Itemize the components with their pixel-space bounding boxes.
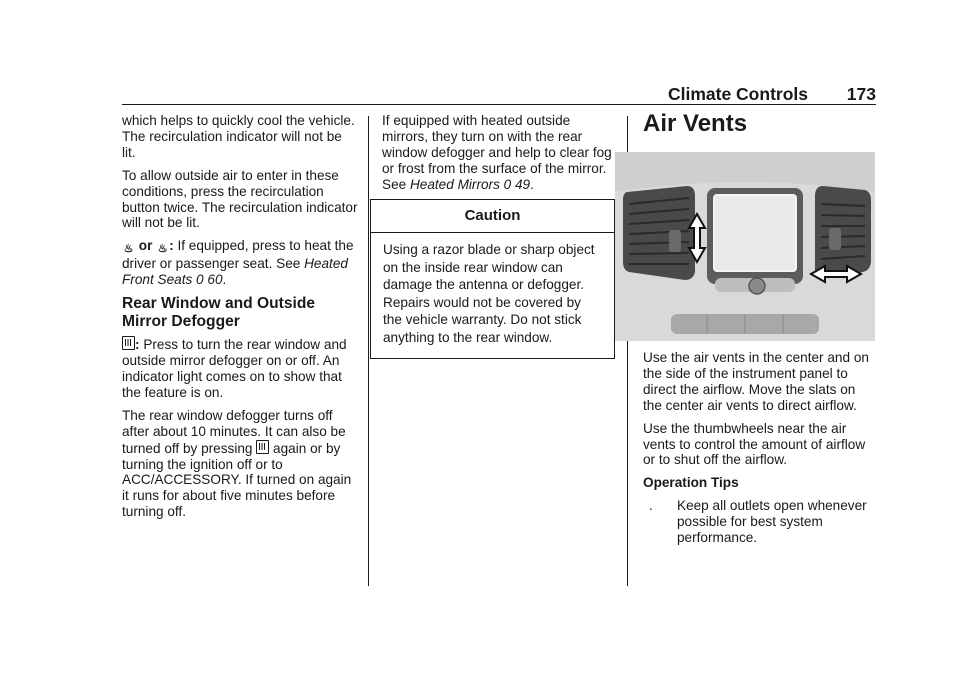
page-number: 173 — [846, 84, 876, 104]
column-1 — [122, 113, 358, 527]
mirrors-text: If equipped with heated outside mirrors, they turn on with the rear window defogger and help to clear fog or frost from the surface of the mirror. See — [382, 113, 612, 192]
paragraph: Use the thumbwheels near the air vents to control the amount of airflow or to shut off the airflow. — [643, 420, 866, 468]
vent-photo — [615, 152, 875, 341]
section-heading: Rear Window and Outside Mirror Defogger — [122, 295, 316, 330]
bullet-mark: . — [649, 498, 653, 514]
tips-heading: Operation Tips — [643, 475, 739, 491]
rear-defog-icon — [256, 440, 269, 454]
heated-mirrors-paragraph: If equipped with heated outside mirrors, they turn on with the rear window defogger and help to clear fog or frost from the surface of the mirror. See Heated Mirrors 0 49. — [382, 113, 612, 192]
mirrors-ref-page[interactable]: 49 — [515, 176, 531, 192]
paragraph: which helps to quickly cool the vehicle. The recirculation indicator will not be lit. — [122, 113, 355, 160]
seat-text: If equipped, press to heat the driver or passenger seat. See — [122, 238, 354, 272]
ref-arrow-icon: 0 — [503, 176, 512, 192]
column-3-text — [643, 350, 877, 546]
defog-off-paragraph — [122, 408, 358, 520]
seat-ref-page[interactable]: 60 — [207, 272, 223, 288]
caution-title: Caution — [371, 200, 614, 233]
list-item — [643, 498, 877, 546]
column-2 — [382, 113, 616, 200]
bullet-text: Keep all outlets open whenever possible for best system performance. — [677, 498, 867, 546]
header-rule — [122, 104, 876, 105]
section-heading: Air Vents — [643, 110, 748, 137]
heated-seat-auto-icon: ♨ — [157, 243, 168, 256]
section-title: Climate Controls — [667, 84, 808, 104]
paragraph: To allow outside air to enter in these conditions, press the recirculation button twice. The recirculation indicator will not be lit. — [122, 167, 358, 231]
ref-arrow-icon: 0 — [196, 272, 204, 288]
column-divider-1 — [368, 116, 369, 586]
infotainment-screen — [707, 188, 803, 284]
seat-link[interactable]: Heated Front Seats — [122, 256, 348, 288]
left-vent — [623, 186, 695, 280]
paragraph: Use the air vents in the center and on the side of the instrument panel to direct the airflow. Move the slats on the center air vents to direct airflow. — [643, 350, 869, 413]
caution-text: Using a razor blade or sharp object on the inside rear window can damage the antenna or defogger. Repairs would not be covered by the vehicle warranty. Do not stick anything to the rear window. — [383, 242, 595, 345]
mirrors-link[interactable]: Heated Mirrors — [409, 176, 500, 192]
seat-or-label: or — [138, 238, 153, 254]
seat-colon: : — [169, 238, 174, 254]
rear-defog-icon — [122, 336, 135, 350]
defog-off-text-a: The rear window defogger turns off after about 10 minutes. It can also be turned off by pressing — [122, 407, 346, 456]
defog-text: Press to turn the rear window and outside mirror defogger on or off. An indicator light comes on to show that the feature is on. — [122, 337, 347, 400]
defog-paragraph — [122, 336, 358, 401]
heated-seat-paragraph: ♨ or ♨ : If equipped, press to heat the driver or passenger seat. See Heated Front Seats 0 60. — [122, 238, 354, 288]
right-vent — [815, 186, 871, 278]
caution-box — [370, 199, 615, 359]
heated-seat-icon: ♨ — [123, 243, 134, 256]
defog-off-text-b: again or by turning the ignition off or to ACC/ACCESSORY. If turned on again it runs for about five minutes before turning off. — [122, 440, 352, 520]
vent-photo-illustration — [615, 152, 875, 341]
column-3 — [643, 110, 875, 138]
page-header — [122, 84, 876, 106]
defog-colon: : — [135, 337, 140, 353]
